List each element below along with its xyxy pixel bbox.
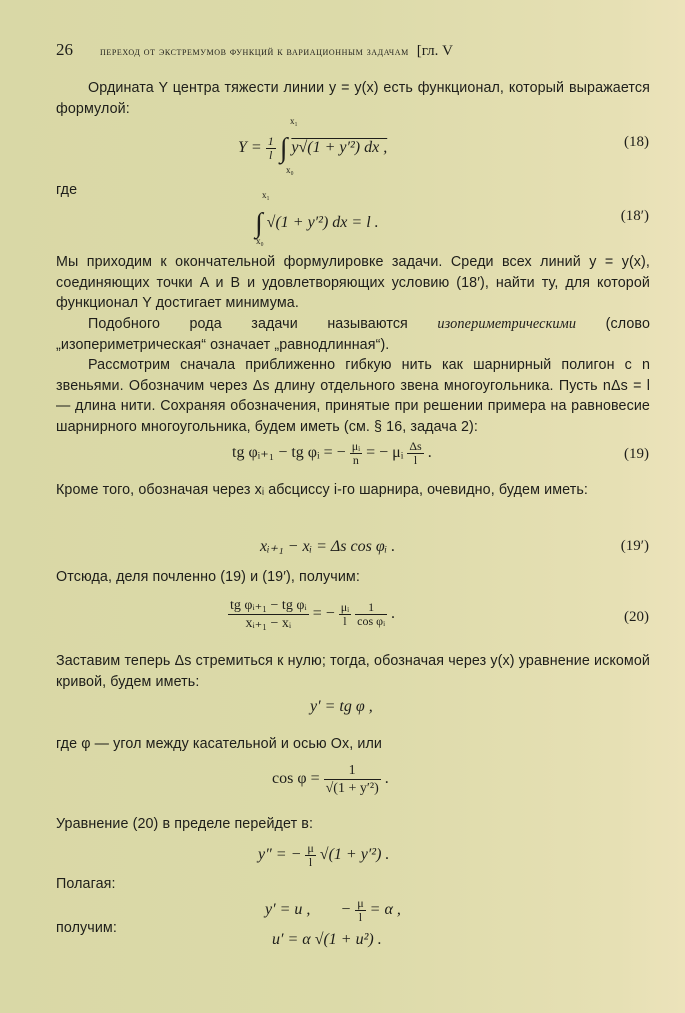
equation-18-prime — [255, 203, 379, 239]
eq18-lhs: Y = — [238, 139, 262, 156]
integral-sign: ∫ — [255, 208, 263, 239]
term-isoperimetric: изопериметрическими — [437, 316, 577, 332]
page-number: 26 — [56, 40, 73, 59]
equation-tangent: y′ = tg φ , — [310, 698, 373, 715]
equation-label-19: (19) — [624, 446, 649, 462]
paragraph-equation-limit: Уравнение (20) в пределе перейдет в: — [56, 816, 314, 832]
paragraph-dividing: Отсюда, деля почленно (19) и (19′), получим: — [56, 569, 360, 585]
chapter-marker: [гл. V — [416, 43, 454, 59]
subst-fraction: $\frac{\mu}{l}$ — [357, 896, 364, 924]
equation-label-18-prime: (18′) — [620, 208, 649, 224]
equation-label-18: (18) — [624, 134, 649, 150]
eq18-lower-limit: x₀ — [286, 165, 294, 175]
eq18-fraction: $\frac{1}{l}$ — [267, 133, 274, 162]
equation-20: $\frac{\text{tg φᵢ₊₁ − tg φᵢ}}{\text{xᵢ₊₁ − xᵢ}}$ = − $\frac{\text{μᵢ}}{l}$ $\frac{1}{\text{cos φᵢ}}$ . — [230, 598, 396, 631]
paragraph-polygon: Рассмотрим сначала приближенно гибкую нить как шарнирный полигон с n звеньями. Обозначим через Δs длину отдельного звена многоугольника. Пусть nΔs = l — длина нити. Сохраняя обозначения, принятые при решении примера на равновесие шарнирного многоугольника, будем иметь (см. § 16, задача 2): — [56, 357, 650, 435]
paragraph-isoperimetric: Подобного рода задачи называются изопериметрическими (слово „изопериметрическая“ означает „равнодлинная“). — [56, 316, 650, 353]
eq18p-upper-limit: x₁ — [262, 190, 270, 200]
paragraph-problem-statement: Мы приходим к окончательной формулировке задачи. Среди всех линий y = y(x), соединяющих точки A и B и удовлетворяющих условию (18′), найти ту, для которой функционал Y достигает минимума. — [56, 254, 650, 311]
equation-final: u′ = α √(1 + u²) . — [272, 931, 382, 948]
eq18-upper-limit: x₁ — [290, 116, 298, 126]
paragraph-limit: Заставим теперь Δs стремиться к нулю; тогда, обозначая через y(x) уравнение искомой кривой, будем иметь: — [56, 653, 650, 690]
eq19-fraction-2: $\frac{\Delta s}{l}$ — [409, 439, 422, 467]
equation-substitution: y′ = u , − $\frac{\mu}{l}$ = α , — [265, 896, 401, 924]
equation-19-prime: xᵢ₊₁ − xᵢ = Δs cos φᵢ . — [260, 538, 396, 555]
paragraph-obtain: получим: — [56, 920, 117, 936]
cosine-fraction: $\frac{1}{\text{√(1 + y′²)}}$ — [325, 763, 379, 796]
equation-label-19-prime: (19′) — [620, 538, 649, 554]
eq18p-lower-limit: x₀ — [256, 236, 264, 246]
eq18-body: y√(1 + y′²) dx , — [291, 139, 388, 156]
equation-19: tg φᵢ₊₁ − tg φᵢ = − $\frac{\text{μᵢ}}{n}$ = − μᵢ $\frac{\Delta s}{l}$ . — [232, 439, 432, 467]
equation-18 — [238, 128, 387, 162]
equation-cosine: cos φ = $\frac{1}{\text{√(1 + y′²)}}$ . — [272, 763, 389, 796]
eq20-fraction-2: $\frac{1}{\text{cos φᵢ}}$ — [357, 600, 386, 628]
paragraph-abscissa: Кроме того, обозначая через xᵢ абсциссу i-го шарнира, очевидно, будем иметь: — [56, 482, 588, 498]
paragraph-centroid-ordinate: Ордината Y центра тяжести линии y = y(x) есть функционал, который выражается формулой: — [56, 80, 650, 117]
paragraph-where: где — [56, 182, 78, 198]
eq20-main-fraction: $\frac{\text{tg φᵢ₊₁ − tg φᵢ}}{\text{xᵢ₊₁ − xᵢ}}$ — [230, 598, 307, 631]
eq20-fraction-1: $\frac{\text{μᵢ}}{l}$ — [340, 600, 350, 628]
paragraph-angle: где φ — угол между касательной и осью Ox, или — [56, 736, 382, 752]
page-header — [56, 40, 631, 64]
paragraph-setting: Полагая: — [56, 876, 116, 892]
mu-over-l-fraction: $\frac{\mu}{l}$ — [307, 841, 314, 869]
equation-label-20: (20) — [624, 609, 649, 625]
equation-second-derivative: y″ = − $\frac{\mu}{l}$ √(1 + y′²) . — [258, 841, 390, 869]
eq19-fraction-1: $\frac{\text{μᵢ}}{n}$ — [351, 439, 361, 467]
running-title: переход от экстремумов функций к вариационным задачам — [100, 46, 409, 58]
integral-sign: ∫ — [279, 133, 288, 164]
eq18p-body: √(1 + y′²) dx = l . — [266, 214, 379, 231]
